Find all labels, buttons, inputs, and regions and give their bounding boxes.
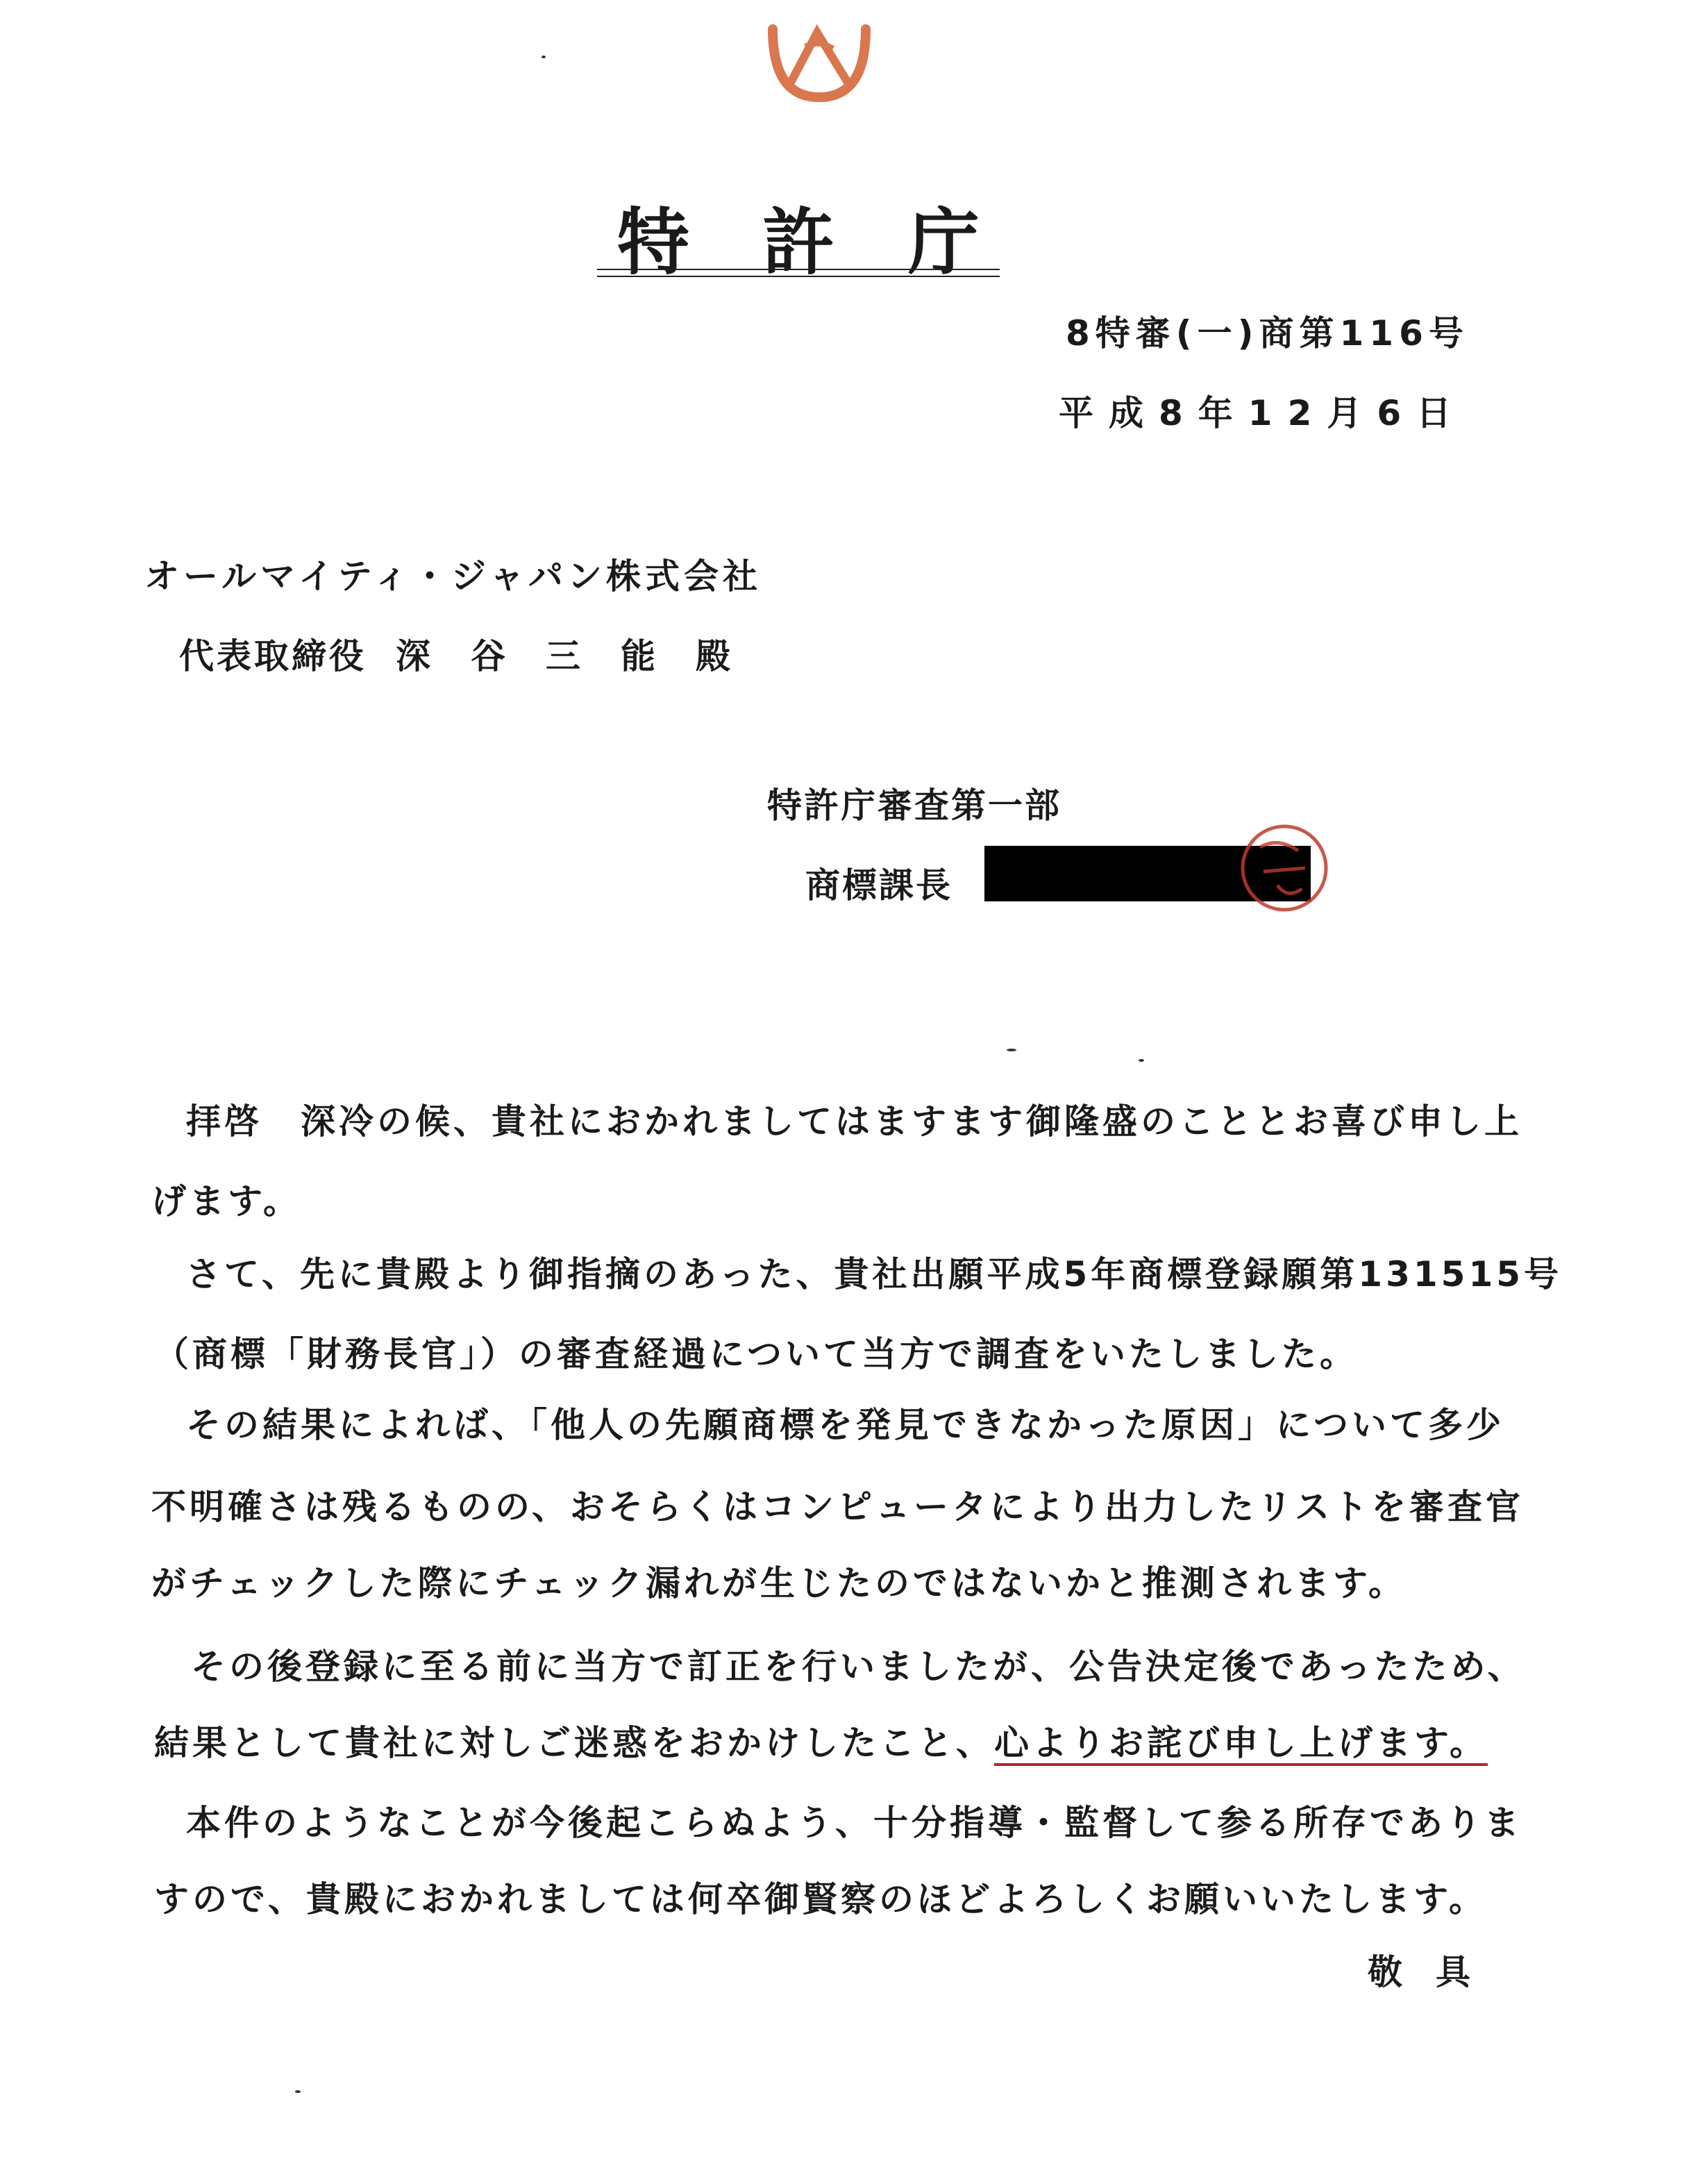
apology-underlined-text: 心よりお詫び申し上げます。 — [994, 1723, 1488, 1763]
body-line-3: さて、先に貴殿より御指摘のあった、貴社出願平成5年商標登録願第131515号 — [186, 1254, 1563, 1294]
title-underline — [597, 269, 1000, 277]
scan-speck — [1007, 1049, 1016, 1051]
personal-seal-icon — [1236, 819, 1333, 917]
closing-phrase: 敬具 — [1368, 1952, 1504, 1992]
body-line-2: げます。 — [151, 1181, 301, 1222]
agency-title — [601, 191, 996, 285]
sender-department: 特許庁審査第一部 — [767, 785, 1061, 826]
body-line-4: （商標「財務長官」）の審査経過について当方で調査をいたしました。 — [154, 1334, 1358, 1374]
title-char-2: 許 — [762, 199, 834, 285]
document-number: 8特審(一)商第116号 — [1066, 313, 1469, 353]
body-line-9-text: 結果として貴社に対しご迷惑をおかけしたこと、 — [154, 1723, 994, 1763]
office-seal-stamp-icon — [767, 15, 871, 102]
sender-position: 商標課長 — [805, 865, 952, 906]
body-line-9 — [154, 1715, 1488, 1765]
recipient-title: 代表取締役 — [179, 636, 367, 676]
scan-speck — [1139, 1059, 1144, 1062]
recipient-company: オールマイティ・ジャパン株式会社 — [144, 556, 762, 597]
body-line-6: 不明確さは残るものの、おそらくはコンピュータにより出力したリストを審査官 — [151, 1487, 1524, 1527]
body-line-8: その後登録に至る前に当方で訂正を行いましたが、公告決定後であったため、 — [191, 1647, 1526, 1687]
body-line-5: その結果によれば、「他人の先願商標を発見できなかった原因」について多少 — [186, 1405, 1504, 1445]
issue-date: 平成8年12月6日 — [1059, 393, 1467, 433]
body-line-10: 本件のようなことが今後起こらぬよう、十分指導・監督して参る所存でありま — [186, 1803, 1522, 1843]
title-char-3: 庁 — [907, 199, 980, 285]
title-char-1: 特 — [617, 199, 690, 285]
scan-speck — [295, 2090, 301, 2093]
body-line-7: がチェックした際にチェック漏れが生じたのではないかと推測されます。 — [151, 1563, 1407, 1603]
scan-speck — [542, 56, 546, 58]
body-line-1: 拝啓 深冷の候、貴社におかれましてはますます御隆盛のこととお喜び申し上 — [186, 1101, 1522, 1142]
body-line-11: すので、貴殿におかれましては何卒御賢察のほどよろしくお願いいたします。 — [154, 1879, 1487, 1919]
recipient-name: 深谷三能殿 — [396, 636, 771, 676]
